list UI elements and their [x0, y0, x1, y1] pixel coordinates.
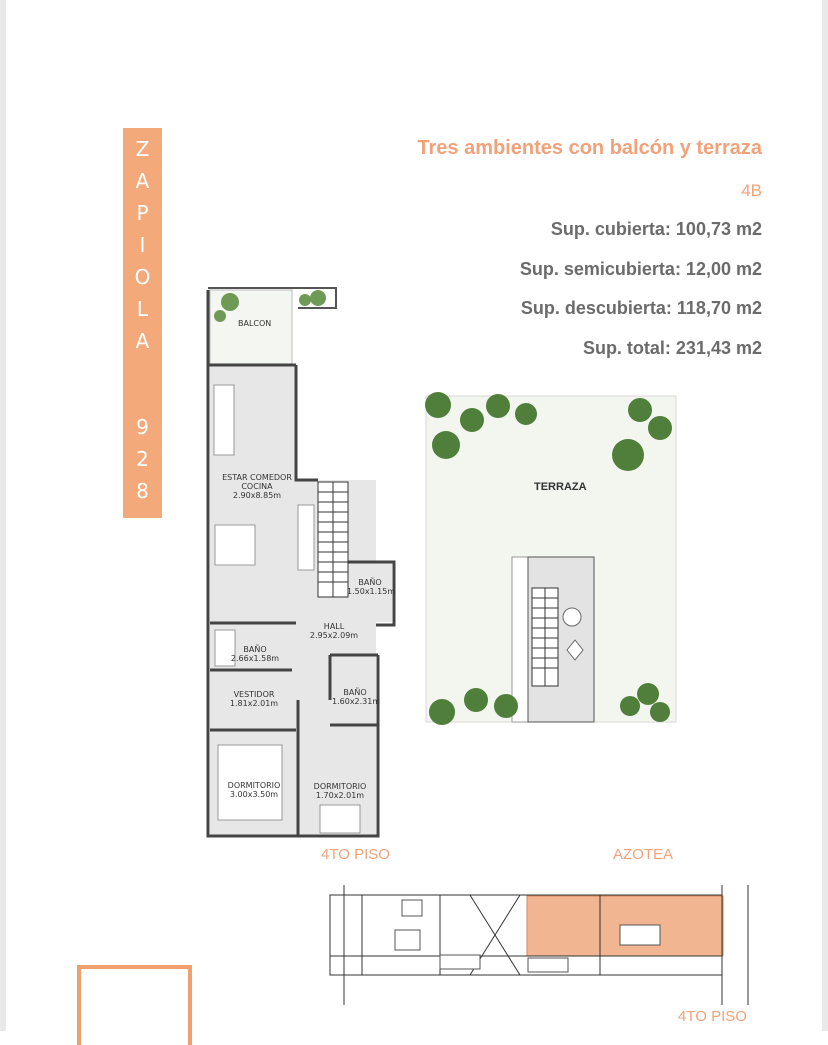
room-estar-sub: COCINA [241, 482, 273, 491]
banner-letter: 9 [136, 415, 149, 439]
banner-letter: 8 [136, 479, 149, 503]
room-hall-title: HALL [323, 622, 345, 631]
room-bano3-dim: 1.60x2.31m [332, 697, 381, 706]
room-estar-title: ESTAR COMEDOR [222, 473, 292, 482]
area-uncovered: Sup. descubierta: 118,70 m2 [520, 298, 762, 318]
room-vestidor-dim: 1.81x2.01m [229, 699, 279, 708]
banner-letter: P [136, 201, 149, 225]
section-caption: 4TO PISO [678, 1008, 747, 1025]
room-dorm2-title: DORMITORIO [313, 782, 367, 791]
roof-plan-caption: AZOTEA [613, 846, 674, 863]
banner-letter: A [135, 329, 150, 353]
banner-letter: I [139, 233, 146, 257]
room-vestidor-title: VESTIDOR [233, 690, 275, 699]
room-dorm2-dim: 1.70x2.01m [315, 791, 365, 800]
unit-description-title: Tres ambientes con balcón y terraza [417, 137, 762, 159]
room-bano1-dim: 1.50x1.15m [347, 587, 396, 596]
room-bano1-title: BAÑO [358, 578, 382, 587]
area-covered: Sup. cubierta: 100,73 m2 [550, 219, 762, 239]
room-estar-dim: 2.90x8.85m [232, 491, 282, 500]
banner-letter: Z [135, 137, 150, 161]
floor-plan-caption: 4TO PISO [321, 846, 390, 863]
room-bano3-title: BAÑO [343, 688, 367, 697]
room-dorm1-title: DORMITORIO [227, 781, 281, 790]
logo-box [77, 965, 192, 1045]
banner-letter: O [134, 265, 151, 289]
room-hall-dim: 2.95x2.09m [309, 631, 359, 640]
banner-letter: L [136, 297, 149, 321]
area-semicovered: Sup. semicubierta: 12,00 m2 [519, 259, 762, 279]
room-balcon-label: BALCON [238, 319, 272, 328]
unit-code: 4B [741, 181, 762, 200]
banner-letter: A [135, 169, 150, 193]
terrace-label: TERRAZA [534, 481, 587, 493]
banner-letter: 2 [136, 447, 149, 471]
area-total: Sup. total: 231,43 m2 [582, 338, 762, 358]
room-bano2-title: BAÑO [243, 645, 267, 654]
room-dorm1-dim: 3.00x3.50m [229, 790, 279, 799]
room-bano2-dim: 2.66x1.58m [230, 654, 280, 663]
